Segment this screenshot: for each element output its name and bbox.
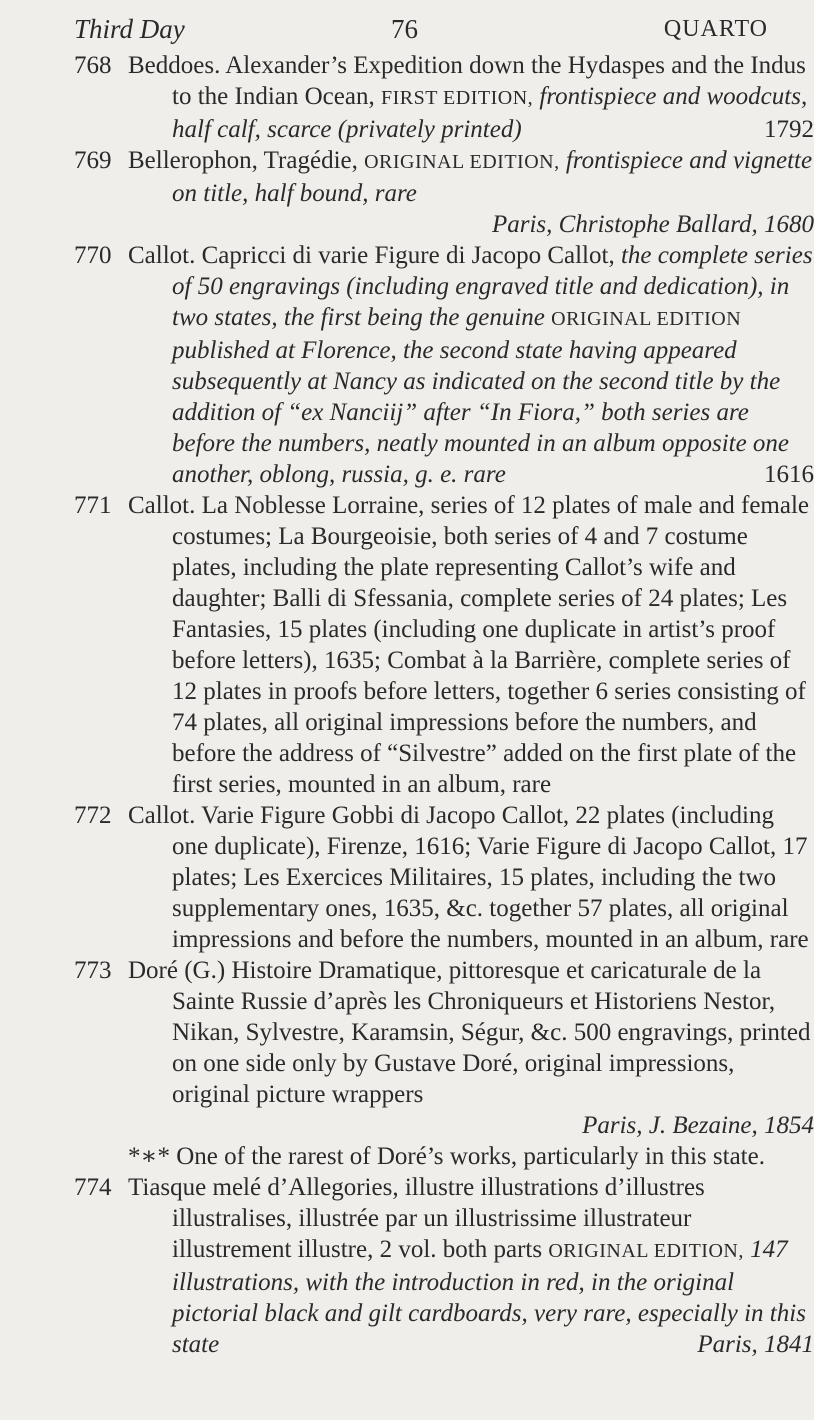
lot-edition: FIRST EDITION, — [380, 87, 534, 109]
running-head-left: Third Day — [74, 14, 185, 44]
lot-list — [0, 50, 814, 1360]
lot-author: Callot. — [128, 492, 196, 519]
lot-author: Bellerophon, — [128, 147, 258, 174]
lot-imprint: Paris, 1841 — [697, 1331, 814, 1358]
lot-description — [128, 145, 814, 240]
lot-note — [128, 1141, 814, 1172]
lot-imprint: Paris, J. Bezaine, 1854 — [582, 1112, 814, 1139]
note-text: One of the rarest of Doré’s works, particularly in this state. — [176, 1143, 765, 1170]
lot-text: Varie Figure Gobbi di Jacopo Callot, 22 plates (including one duplicate), Firenze, 1616; Varie Figure di Jacopo Callot, 17 plates; Les Exercices Militaires, 15 plates, including the two supplementary ones, 1635, &c. together 57 plates, all original impressions and before the numbers, mounted in an album, rare — [172, 802, 809, 953]
lot-description — [128, 800, 814, 955]
lot-number: 770 — [74, 242, 112, 269]
running-head-right: QUARTO — [663, 16, 768, 42]
lot-details: the complete series of 50 engravings (including engraved title and dedication), in two states, the first being the genuine — [172, 242, 813, 331]
lot-title: Capricci di varie Figure di Jacopo Callot, — [201, 242, 615, 269]
lot-details-continued: published at Florence, the second state having appeared subsequently at Nancy as indicated on the second title by the addition of “ex Nanciij” after “In Fiora,” both series are before the numbers, neatly mounted in an album opposite one another, oblong, russia, g. e. rare — [172, 337, 790, 488]
lot-text: Histoire Dramatique, pittoresque et caricaturale de la Sainte Russie d’après les Chroniqueurs et Historiens Nestor, Nikan, Sylvestre, Karamsin, Ségur, &c. 500 engravings, printed on one side only by Gustave Doré, original impressions, original picture wrappers — [172, 957, 811, 1108]
note-asterism: *∗* — [128, 1143, 170, 1170]
lot-imprint: Paris, Christophe Ballard, 1680 — [491, 211, 814, 238]
lot-text: melé d’Allegories, illustre illustrations d’illustres illustralises, illustrée par un illustrissime illustrateur illustrement illustre, 2 vol. both parts — [172, 1174, 705, 1263]
lot-title: Tragédie, — [263, 147, 358, 174]
lot-description — [128, 1172, 814, 1360]
lot-details: frontispiece and woodcuts, half calf, scarce (privately printed) — [172, 83, 808, 143]
lot-edition: ORIGINAL EDITION, — [548, 1240, 744, 1262]
lot-details: 147 illustrations, with the introduction in red, in the original pictorial black and gilt cardboards, very rare, especially in this state — [172, 1236, 806, 1358]
lot-771 — [0, 490, 810, 800]
lot-773 — [0, 955, 814, 1172]
lot-774 — [0, 1172, 814, 1360]
lot-769 — [0, 145, 814, 240]
lot-number: 771 — [74, 492, 112, 519]
lot-author: Callot. — [128, 802, 196, 829]
lot-edition: ORIGINAL EDITION, — [364, 151, 560, 173]
lot-number: 772 — [74, 802, 112, 829]
lot-details: frontispiece and vignette on title, half bound, rare — [172, 147, 813, 207]
lot-772 — [0, 800, 809, 955]
lot-author: Doré (G.) — [128, 957, 226, 984]
lot-date: 1616 — [764, 461, 814, 488]
page-number: 76 — [391, 14, 418, 44]
lot-number: 773 — [74, 957, 112, 984]
lot-date: 1792 — [764, 116, 814, 143]
page-header — [0, 14, 800, 54]
lot-text: La Noblesse Lorraine, series of 12 plates of male and female costumes; La Bourgeoisie, both series of 4 and 7 costume plates, including the plate representing Callot’s wife and daughter; Balli di Sfessania, complete series of 24 plates; Les Fantasies, 15 plates (including one duplicate in artist’s proof before letters), 1635; Combat à la Barrière, complete series of 12 plates in proofs before letters, together 6 series consisting of 74 plates, all original impressions before the numbers, and before the address of “Silvestre” added on the first plate of the first series, mounted in an album, rare — [172, 492, 810, 798]
lot-number: 774 — [74, 1174, 112, 1201]
lot-768 — [0, 50, 814, 145]
lot-author: Callot. — [128, 242, 196, 269]
lot-770 — [0, 240, 814, 490]
lot-author: Beddoes. — [128, 52, 221, 79]
lot-title: Alexander’s Expedition down the Hydaspes and the Indus to the Indian Ocean, — [172, 52, 806, 110]
lot-description — [128, 490, 814, 800]
lot-number: 769 — [74, 147, 112, 174]
lot-author: Tiasque — [128, 1174, 207, 1201]
lot-number: 768 — [74, 52, 112, 79]
lot-description — [128, 955, 814, 1141]
lot-description — [128, 50, 814, 145]
lot-description — [128, 240, 814, 490]
lot-edition: ORIGINAL EDITION — [551, 308, 742, 330]
